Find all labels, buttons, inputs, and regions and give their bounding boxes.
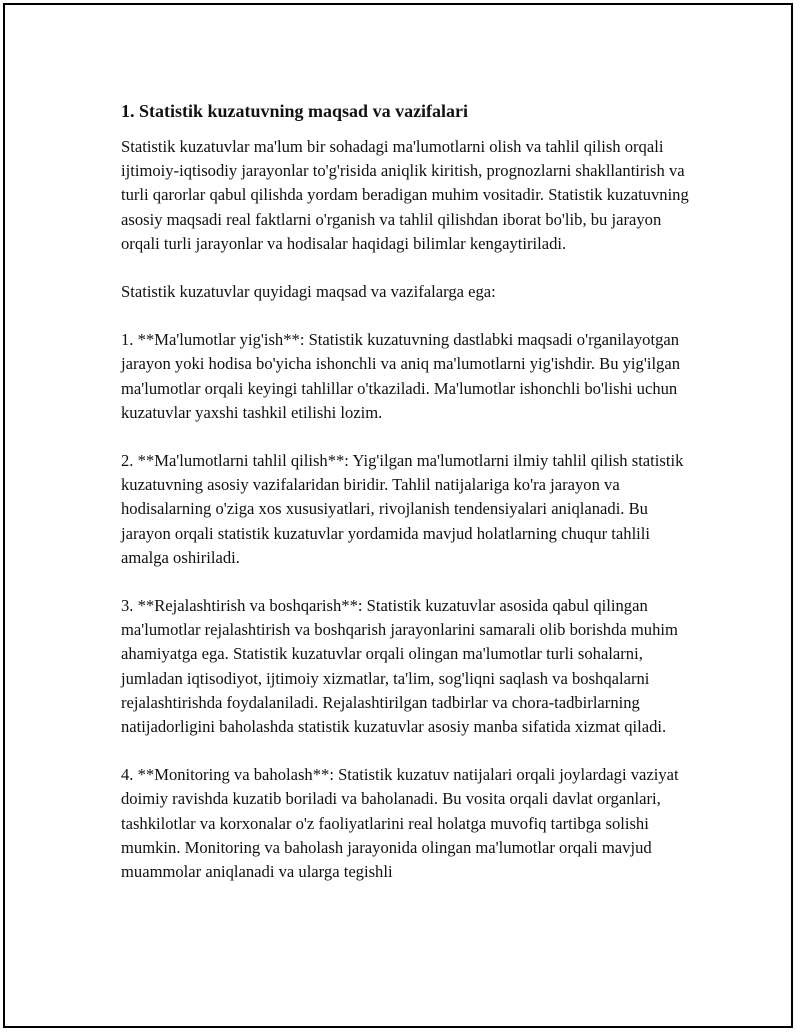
item-data-collection-paragraph: 1. **Ma'lumotlar yig'ish**: Statistik kuzatuvning dastlabki maqsadi o'rganilayotgan jarayon yoki hodisa bo'yicha ishonchli va aniq ma'lumotlarni yig'ishdir. Bu yig'ilgan ma'lumotlar orqali keyingi tahlillar o'tkaziladi. Ma'lumotlar ishonchli bo'lishi uchun kuzatuvlar yaxshi tashkil etilishi lozim. xyxy=(121,330,681,422)
list-intro-paragraph: Statistik kuzatuvlar quyidagi maqsad va vazifalarga ega: xyxy=(121,282,496,302)
item-monitoring-evaluation-paragraph: 4. **Monitoring va baholash**: Statistik kuzatuv natijalari orqali joylardagi vaziyat doimiy ravishda kuzatib boriladi va baholanadi. Bu vosita orqali davlat organlari, tashkilotlar va korxonalar o'z faoliyatlarini real holatga muvofiq tartibga solishi mumkin. Monitoring va baholash jarayonida olingan ma'lumotlar orqali mavjud muammolar aniqlanadi va ularga tegishli xyxy=(121,765,679,882)
item-planning-management-paragraph: 3. **Rejalashtirish va boshqarish**: Statistik kuzatuvlar asosida qabul qilingan ma'lumotlar rejalashtirish va boshqarish jarayonlarini samarali olib borishda muhim ahamiyatga ega. Statistik kuzatuvlar orqali olingan ma'lumotlar turli sohalarni, jumladan iqtisodiyot, ijtimoiy xizmatlar, ta'lim, sog'liqni saqlash va boshqalarni rejalashtirishda foydalaniladi. Rejalashtirilgan tadbirlar va chora-tadbirlarning natijadorligini baholashda statistik kuzatuvlar asosiy manba sifatida xizmat qiladi. xyxy=(121,596,678,737)
item-data-analysis-paragraph: 2. **Ma'lumotlarni tahlil qilish**: Yig'ilgan ma'lumotlarni ilmiy tahlil qilish statistik kuzatuvning asosiy vazifalaridan biridir. Tahlil natijalariga ko'ra jarayon va hodisalarning o'ziga xos xususiyatlari, rivojlanish tendensiyalari aniqlanadi. Bu jarayon orqali statistik kuzatuvlar yordamida mavjud holatlarning chuqur tahlili amalga oshiriladi. xyxy=(121,451,684,567)
section-heading: 1. Statistik kuzatuvning maqsad va vazifalari xyxy=(121,101,469,121)
document-content xyxy=(121,97,701,908)
document-page xyxy=(3,3,793,1028)
intro-paragraph: Statistik kuzatuvlar ma'lum bir sohadagi ma'lumotlarni olish va tahlil qilish orqali ijtimoiy-iqtisodiy jarayonlar to'g'risida aniqlik kiritish, prognozlarni shakllantirish va turli qarorlar qabul qilishda yordam beradigan muhim vositadir. Statistik kuzatuvning asosiy maqsadi real faktlarni o'rganish va tahlil qilishdan iborat bo'lib, bu jarayon orqali turli jarayonlar va hodisalar haqidagi bilimlar kengaytiriladi. xyxy=(121,137,689,253)
